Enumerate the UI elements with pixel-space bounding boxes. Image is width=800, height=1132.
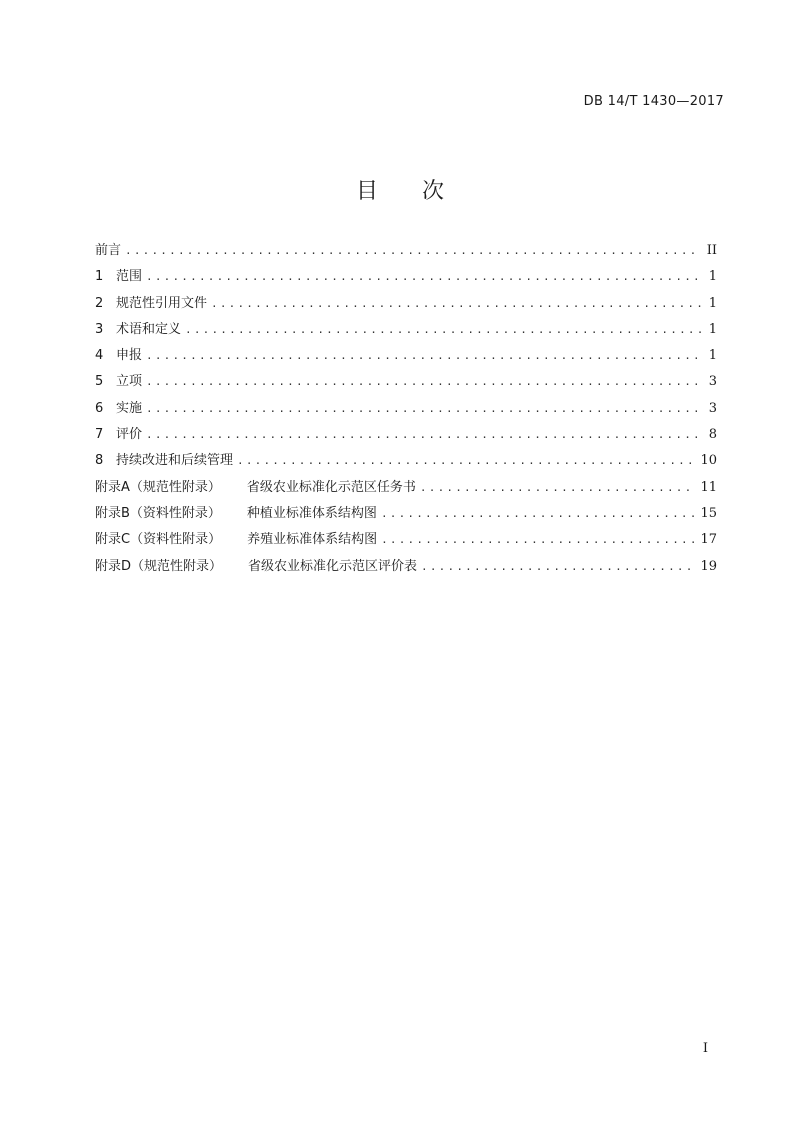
toc-entry-number: 4 <box>95 348 104 364</box>
toc-leader-dots <box>421 554 694 580</box>
toc-entry-label: 评价 <box>116 427 143 443</box>
toc-entry-1[interactable] <box>95 264 717 290</box>
toc-leader-dots <box>146 343 701 369</box>
toc-entry-label: 立项 <box>116 374 143 390</box>
toc-entry-label: 范围 <box>116 269 143 285</box>
toc-entry-page: 10 <box>700 453 717 469</box>
page-number: I <box>702 1041 708 1056</box>
toc-entry-page: 11 <box>700 479 717 495</box>
toc-entry-number: 7 <box>95 427 104 443</box>
toc-title <box>0 174 800 205</box>
toc-entry-page: 1 <box>708 348 717 364</box>
toc-entry-5[interactable] <box>95 369 717 395</box>
toc-title-char-1: 目 <box>355 179 378 204</box>
toc-leader-dots <box>420 475 695 501</box>
toc-leader-dots <box>146 396 701 422</box>
toc-leader-dots <box>146 369 701 395</box>
toc-entry-page: 1 <box>708 295 717 311</box>
toc-entry-page: 3 <box>708 400 717 416</box>
toc-entry-8[interactable] <box>95 448 717 474</box>
toc-leader-dots <box>146 422 701 448</box>
toc-entry-page: II <box>706 243 717 258</box>
toc-entry-appendix-c[interactable] <box>95 527 717 553</box>
toc-appendix-title: 省级农业标准化示范区任务书 <box>246 479 416 495</box>
toc-entry-appendix-b[interactable] <box>95 501 717 527</box>
toc-entry-number: 3 <box>95 321 104 337</box>
toc-entry-foreword[interactable] <box>95 238 717 264</box>
toc-leader-dots <box>125 238 701 264</box>
toc-entry-appendix-d[interactable] <box>95 554 717 580</box>
toc-leader-dots <box>381 527 694 553</box>
toc-leader-dots <box>381 501 695 527</box>
toc-entry-page: 17 <box>700 532 717 548</box>
toc-entry-number: 2 <box>95 295 104 311</box>
toc-title-char-2: 次 <box>422 179 445 204</box>
toc-entry-number: 6 <box>95 400 104 416</box>
toc-entry-number: 5 <box>95 374 104 390</box>
toc-entry-number: 8 <box>95 453 104 469</box>
toc-entry-label: 前言 <box>95 243 122 258</box>
toc-entry-7[interactable] <box>95 422 717 448</box>
toc-appendix-label: 附录B（资料性附录） <box>95 505 221 521</box>
toc-entry-4[interactable] <box>95 343 717 369</box>
toc-entry-label: 申报 <box>116 348 143 364</box>
toc-entry-label: 实施 <box>116 400 143 416</box>
toc-entry-2[interactable] <box>95 291 717 317</box>
toc-appendix-title: 养殖业标准体系结构图 <box>247 532 378 548</box>
document-code: DB 14/T 1430—2017 <box>583 94 724 109</box>
toc-appendix-label: 附录D（规范性附录） <box>95 558 223 574</box>
toc-list <box>95 238 717 580</box>
toc-leader-dots <box>237 448 694 474</box>
toc-entry-page: 1 <box>708 269 717 285</box>
toc-appendix-title: 种植业标准体系结构图 <box>246 505 377 521</box>
toc-entry-page: 15 <box>700 505 717 521</box>
toc-appendix-title: 省级农业标准化示范区评价表 <box>248 558 418 574</box>
toc-entry-3[interactable] <box>95 317 717 343</box>
toc-appendix-label: 附录A（规范性附录） <box>95 479 221 495</box>
toc-entry-label: 规范性引用文件 <box>116 295 208 311</box>
toc-entry-page: 8 <box>708 427 717 443</box>
toc-entry-number: 1 <box>95 269 104 285</box>
toc-entry-page: 19 <box>700 558 717 574</box>
toc-entry-label: 术语和定义 <box>116 321 182 337</box>
toc-leader-dots <box>185 317 701 343</box>
toc-leader-dots <box>211 291 701 317</box>
toc-entry-page: 1 <box>708 321 717 337</box>
toc-entry-label: 持续改进和后续管理 <box>116 453 234 469</box>
toc-entry-page: 3 <box>708 374 717 390</box>
toc-entry-appendix-a[interactable] <box>95 475 717 501</box>
toc-leader-dots <box>146 264 701 290</box>
toc-entry-6[interactable] <box>95 396 717 422</box>
toc-appendix-label: 附录C（资料性附录） <box>95 532 222 548</box>
